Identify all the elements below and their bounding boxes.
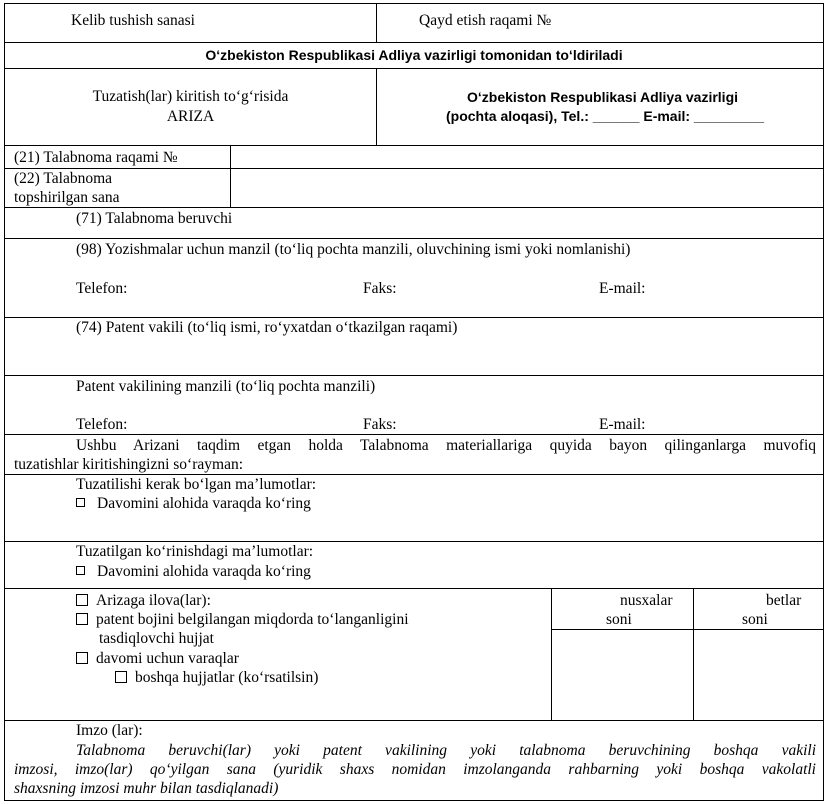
continuation-checkbox-row [76, 494, 311, 513]
rule [5, 68, 823, 69]
attachments-checkbox[interactable] [76, 594, 88, 606]
signature-note-line3: shaxsning imzosi muhr bilan tasdiqlanadi) [14, 780, 279, 797]
fee-document-label-cont: tasdiqlovchi hujjat [99, 630, 214, 647]
other-documents-label: boshqa hujjatlar (ko‘rsatilsin) [135, 669, 319, 686]
rule [376, 68, 377, 145]
rule [5, 238, 823, 239]
continuation-checkbox-row [76, 562, 311, 581]
attorney-fax-label: Faks: [363, 416, 397, 433]
attachment-row [76, 591, 211, 610]
submission-date-label: topshirilgan sana [14, 189, 120, 206]
form-title-line2: ARIZA [166, 108, 215, 125]
form-title-line1: Tuzatish(lar) kiritish to‘g‘risida [92, 88, 289, 105]
patent-attorney-label: (74) Patent vakili (to‘liq ismi, ro‘yxatdan o‘tkazilgan raqami) [76, 319, 458, 336]
rule [5, 42, 823, 43]
fee-document-label: patent bojini belgilangan miqdorda to‘langanligini [96, 611, 409, 628]
patent-attorney-address-label: Patent vakilining manzili (to‘liq pochta manzili) [76, 378, 376, 395]
sheets-header: soni [742, 611, 768, 628]
other-documents-checkbox[interactable] [115, 671, 127, 683]
rule [693, 588, 694, 720]
attachment-row [76, 610, 409, 629]
rule [376, 4, 377, 42]
rule [551, 629, 823, 630]
rule [551, 588, 552, 720]
request-text-line1: Ushbu Arizani taqdim etgan holda Talabnoma materiallariga quyida bayon qilinganlarga muvofiq [76, 437, 816, 454]
rule [5, 375, 823, 376]
continuation-checkbox-label: Davomini alohida varaqda ko‘ring [97, 563, 311, 580]
sheets-header: betlar [766, 592, 802, 609]
continuation-checkbox[interactable] [76, 498, 85, 507]
submission-date-label: (22) Talabnoma [14, 170, 113, 187]
attachment-row [76, 649, 239, 668]
continuation-checkbox[interactable] [76, 566, 85, 575]
corrected-data-label: Tuzatilgan ko‘rinishdagi ma’lumotlar: [76, 543, 314, 560]
applicant-label: (71) Talabnoma beruvchi [76, 210, 233, 227]
rule [5, 434, 823, 435]
data-to-correct-label: Tuzatilishi kerak bo‘lgan ma’lumotlar: [76, 476, 317, 493]
email-label: E-mail: [599, 280, 646, 297]
application-form [4, 3, 824, 801]
phone-label: Telefon: [76, 280, 128, 297]
continuation-sheets-checkbox[interactable] [76, 652, 88, 664]
correspondence-address-label: (98) Yozishmalar uchun manzil (to‘liq pochta manzili, oluvchining ismi yoki nomlanishi) [76, 241, 631, 258]
signature-label: Imzo (lar): [76, 722, 143, 739]
application-number-label: (21) Talabnoma raqami № [14, 149, 178, 166]
filled-by-notice: O‘zbekiston Respublikasi Adliya vazirligi tomonidan to‘ldiriladi [205, 47, 623, 63]
fee-document-checkbox[interactable] [76, 613, 88, 625]
received-date-label: Kelib tushish sanasi [71, 12, 195, 29]
copies-header: nusxalar [620, 592, 673, 609]
request-text-line2: tuzatishlar kiritishingizni so‘rayman: [14, 456, 244, 473]
copies-header: soni [606, 611, 632, 628]
continuation-sheets-label: davomi uchun varaqlar [96, 650, 239, 667]
addressee-line2: (pochta aloqasi), Tel.: ______ E-mail: _________ [446, 108, 765, 124]
fax-label: Faks: [363, 280, 397, 297]
rule [5, 588, 823, 589]
attorney-email-label: E-mail: [599, 416, 646, 433]
continuation-checkbox-label: Davomini alohida varaqda ko‘ring [97, 495, 311, 512]
rule [5, 207, 823, 208]
registration-number-label: Qayd etish raqami № [419, 12, 552, 29]
addressee-line1: O‘zbekiston Respublikasi Adliya vazirligi [467, 89, 739, 105]
rule [5, 168, 823, 169]
signature-note-line2: imzosi, imzo(lar) qo‘yilgan sana (yuridik shaxs nomidan imzolanganda rahbarning yoki boshqa vakolatli [14, 761, 816, 778]
attachment-row [115, 668, 318, 687]
attorney-phone-label: Telefon: [76, 416, 128, 433]
attachments-label: Arizaga ilova(lar): [96, 592, 211, 609]
rule [230, 145, 231, 207]
signature-note-line1: Talabnoma beruvchi(lar) yoki patent vakilining yoki talabnoma beruvchining boshqa vakili [76, 742, 816, 759]
rule [5, 145, 823, 146]
